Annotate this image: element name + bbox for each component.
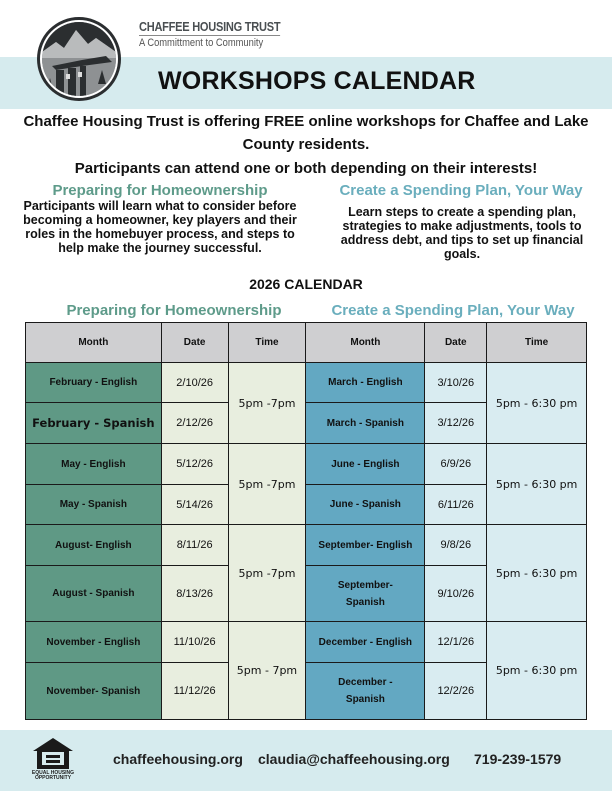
date-cell: 9/8/26 [425,525,487,566]
time-cell: 5pm - 6:30 pm [487,622,587,720]
calendar-table [25,322,587,720]
header-date: Date [161,323,228,363]
time-cell: 5pm - 7pm [228,622,306,720]
month-cell: February - English [26,363,162,403]
date-cell: 11/12/26 [161,663,228,720]
phone-number[interactable]: 719-239-1579 [474,751,562,767]
header-month: Month [306,323,425,363]
spending-plan-heading: Create a Spending Plan, Your Way [339,182,583,199]
eho-line-1: EQUAL HOUSING [31,770,75,776]
header-date: Date [425,323,487,363]
homeownership-heading: Preparing for Homeownership [52,182,268,199]
month-cell [306,663,425,720]
table-row [26,444,587,485]
time-cell: 5pm -7pm [228,525,306,622]
month-cell: November - English [26,622,162,663]
month-text: December - Spanish [338,677,393,705]
date-cell: 3/12/26 [425,403,487,444]
date-cell: 11/10/26 [161,622,228,663]
month-cell: May - English [26,444,162,485]
intro-line-1: Chaffee Housing Trust is offering FREE online workshops for Chaffee and Lake [23,113,589,130]
table-header-row [26,323,587,363]
month-cell: March - English [306,363,425,403]
date-cell: 12/1/26 [425,622,487,663]
eho-line-2: OPPORTUNITY [34,775,72,781]
table-row [26,525,587,566]
table-row [26,363,587,403]
mountain-house-icon [42,22,116,96]
date-cell: 8/11/26 [161,525,228,566]
month-cell: August- English [26,525,162,566]
org-tagline: A Committment to Community [139,37,264,49]
homeownership-description: Participants will learn what to consider before becoming a homeowner, key players and their roles in the homebuyer process, and steps to help make the journey successful. [23,199,297,255]
intro-line-3: Participants can attend one or both depending on their interests! [74,160,538,177]
month-cell: March - Spanish [306,403,425,444]
date-cell: 5/12/26 [161,444,228,485]
month-cell: February - Spanish [26,403,162,444]
date-cell: 12/2/26 [425,663,487,720]
month-cell: September- English [306,525,425,566]
chaffee-housing-logo [37,17,121,101]
date-cell: 2/12/26 [161,403,228,444]
table-heading-homeownership: Preparing for Homeownership [66,302,282,319]
month-cell: May - Spanish [26,485,162,525]
date-cell: 3/10/26 [425,363,487,403]
header-time: Time [228,323,306,363]
intro-line-2: County residents. [242,136,370,153]
time-cell: 5pm - 6:30 pm [487,363,587,444]
website-link[interactable]: chaffeehousing.org [113,751,243,767]
month-cell: August - Spanish [26,566,162,622]
date-cell: 2/10/26 [161,363,228,403]
date-cell: 9/10/26 [425,566,487,622]
month-cell: December - English [306,622,425,663]
org-name: CHAFFEE HOUSING TRUST [139,19,281,34]
month-cell: June - English [306,444,425,485]
table-heading-spending-plan: Create a Spending Plan, Your Way [331,302,575,319]
email-link[interactable]: claudia@chaffeehousing.org [258,751,450,767]
month-text: September- Spanish [337,579,393,608]
header-time: Time [487,323,587,363]
header-month: Month [26,323,162,363]
time-cell: 5pm - 6:30 pm [487,444,587,525]
time-cell: 5pm -7pm [228,363,306,444]
date-cell: 5/14/26 [161,485,228,525]
page-title: WORKSHOPS CALENDAR [158,67,476,95]
date-cell: 8/13/26 [161,566,228,622]
date-cell: 6/11/26 [425,485,487,525]
spending-plan-description: Learn steps to create a spending plan, strategies to make adjustments, tools to address debt, and tips to set up financial goals. [340,205,584,261]
calendar-title: 2026 CALENDAR [249,276,363,292]
date-cell: 6/9/26 [425,444,487,485]
time-cell: 5pm - 6:30 pm [487,525,587,622]
month-cell [306,566,425,622]
month-cell: June - Spanish [306,485,425,525]
equal-housing-label [28,771,78,781]
month-cell: November- Spanish [26,663,162,720]
time-cell: 5pm -7pm [228,444,306,525]
table-row [26,622,587,663]
